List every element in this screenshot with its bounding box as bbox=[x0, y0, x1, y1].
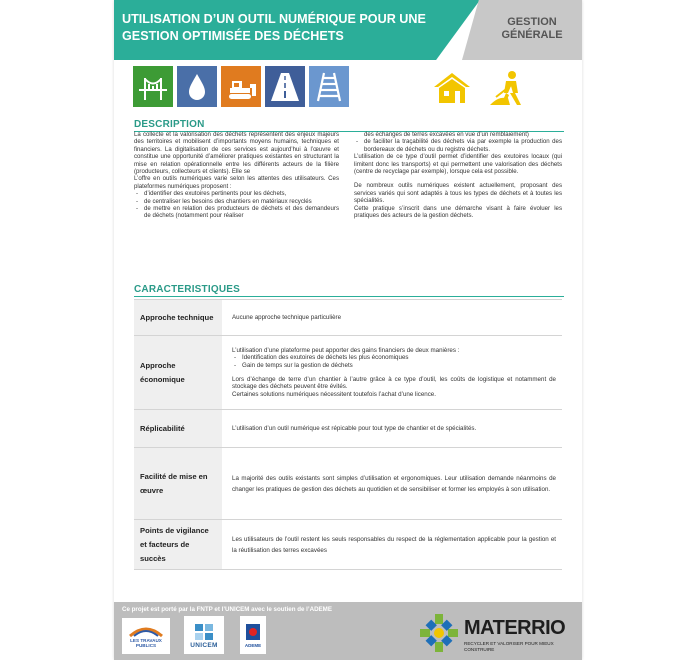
svg-text:ADEME: ADEME bbox=[244, 643, 262, 648]
row-label: Réplicabilité bbox=[134, 410, 222, 448]
characteristics-divider bbox=[134, 296, 564, 297]
econ-text2: Lors d’échange de terre d’un chantier à l’autre grâce à ce type d’outil, les coûts de logistique et notamment de stockage des déchets peuvent être évités. bbox=[232, 375, 556, 391]
house-icon bbox=[432, 67, 472, 107]
econ-intro: L’utilisation d’une plateforme peut apporter des gains financiers de deux manières : bbox=[232, 346, 460, 354]
description-p5: Cette pratique s’inscrit dans une démarche visant à faire évoluer les pratiques des acteurs de la gestion déchets. bbox=[354, 204, 562, 220]
domain-icons bbox=[133, 66, 349, 107]
materrio-tagline: RECYCLER ET VALORISER POUR MIEUX CONSTRUIRE bbox=[464, 641, 554, 652]
row-label: Points de vigilance et facteurs de succès bbox=[134, 520, 222, 570]
econ-bullets bbox=[232, 354, 556, 369]
road-icon bbox=[265, 66, 305, 107]
table-row bbox=[134, 448, 562, 520]
row-label: Approche économique bbox=[134, 336, 222, 410]
row-value: La majorité des outils existants sont simples d’utilisation et ergonomiques. Leur utilisation demande néanmoins de changer les pratiques de gestion des déchets au quotidien et de sensibiliser et former les employés à son utilisation. bbox=[222, 448, 562, 520]
description-heading: DESCRIPTION bbox=[134, 119, 205, 130]
fntp-logo bbox=[122, 618, 170, 654]
description-p4: De nombreux outils numériques existent actuellement, proposant des services variés qui sont adaptés à tous les types de déchets et à toutes les spécialités. bbox=[354, 182, 562, 205]
unicem-logo bbox=[184, 616, 224, 654]
econ-bullet: - Identification des exutoires de déchets les plus économiques bbox=[232, 354, 556, 362]
description-p1: La collecte et la valorisation des déchets représentent des enjeux majeurs des territoires et mobilisent d’importants moyens humains, techniques et financiers. La digitalisation de ces services est aujourd’hui à l’œuvre et constitue une opportunité d’améliorer pratiques existantes en structurant la mise en relation opérationnelle entre les différents acteurs de la filière (producteurs, collecteurs et clients). Elle se bbox=[134, 131, 339, 176]
description-bullets bbox=[134, 190, 339, 220]
ademe-logo bbox=[240, 616, 266, 654]
description-p2: L’offre en outils numériques varie selon les attentes des utilisateurs. Ces plateformes numériques proposent : bbox=[134, 175, 339, 190]
category-tag-line2: GÉNÉRALE bbox=[501, 29, 563, 41]
row-value: Aucune approche technique particulière bbox=[222, 300, 562, 336]
water-drop-icon bbox=[177, 66, 217, 107]
description-bullets-2 bbox=[354, 138, 562, 153]
description-bullet: - de faciliter la traçabilité des déchets via par exemple la production des bordereaux de déchets ou du registre déchets. bbox=[354, 138, 562, 153]
description-col-left bbox=[134, 131, 339, 220]
table-row bbox=[134, 300, 562, 336]
row-label: Facilité de mise en œuvre bbox=[134, 448, 222, 520]
econ-bullet: - Gain de temps sur la gestion de déchets bbox=[232, 362, 556, 370]
characteristics-table bbox=[134, 299, 562, 570]
footer bbox=[114, 602, 582, 660]
description-bullet: - de mettre en relation des producteurs de déchets et des demandeurs de déchets (notamment pour réaliser bbox=[134, 205, 339, 220]
fiche-page bbox=[114, 0, 582, 660]
category-tag-line1: GESTION bbox=[507, 16, 557, 28]
footer-credit: Ce projet est porté par la FNTP et l’UNICEM avec le soutien de l’ADEME bbox=[122, 606, 332, 613]
materrio-logo bbox=[418, 612, 578, 656]
railway-icon bbox=[309, 66, 349, 107]
description-bullet: - d’identifier des exutoires pertinents pour les déchets, bbox=[134, 190, 339, 197]
econ-text3: Certaines solutions numériques nécessitent toutefois l’achat d’une licence. bbox=[232, 390, 436, 398]
description-col-right bbox=[354, 131, 562, 219]
table-row bbox=[134, 520, 562, 570]
unicem-logo-text: UNICEM bbox=[190, 641, 218, 649]
description-continued: des échanges de terres excavées en vue d’un remblaiement) bbox=[364, 131, 529, 138]
table-row bbox=[134, 336, 562, 410]
row-value: Les utilisateurs de l’outil restent les seuls responsables du respect de la réglementation applicable pour la gestion et la réutilisation des terres excavées bbox=[222, 520, 562, 570]
page-title: UTILISATION D’UN OUTIL NUMÉRIQUE POUR UNE GESTION OPTIMISÉE DES DÉCHETS bbox=[122, 12, 426, 43]
category-tag bbox=[482, 16, 582, 42]
row-value bbox=[222, 336, 562, 410]
fntp-logo-text: LES TRAVAUX PUBLICS bbox=[130, 638, 162, 648]
bridge-icon bbox=[133, 66, 173, 107]
materrio-name: MATERRIO bbox=[464, 617, 566, 639]
bulldozer-icon bbox=[221, 66, 261, 107]
context-icons bbox=[432, 67, 528, 107]
row-value: L’utilisation d’un outil numérique est répicable pour tout type de chantier et de spécialités. bbox=[222, 410, 562, 448]
row-label: Approche technique bbox=[134, 300, 222, 336]
description-p3: L’utilisation de ce type d’outil permet d’identifier des exutoires locaux (qui limitent donc les transports) et qui permettent une valorisation des déchets (centre de recyclage par exemple), lorsque cela est possible. bbox=[354, 153, 562, 176]
road-worker-icon bbox=[488, 67, 528, 107]
description-bullet: - de centraliser les besoins des chantiers en matériaux recyclés bbox=[134, 198, 339, 205]
characteristics-heading: CARACTERISTIQUES bbox=[134, 284, 240, 295]
table-row bbox=[134, 410, 562, 448]
